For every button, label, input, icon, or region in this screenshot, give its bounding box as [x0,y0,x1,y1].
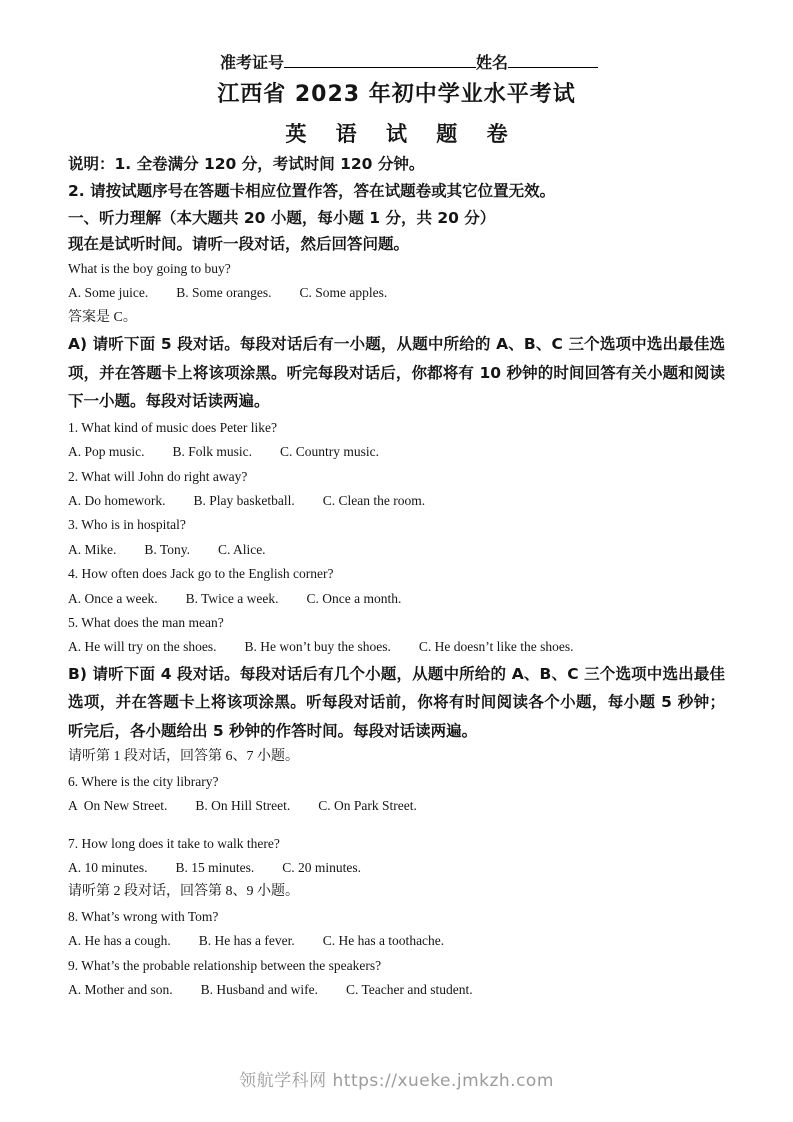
example-option-c: C. Some apples. [299,285,388,301]
question-text-2: 2. What will John do right away? [68,468,248,484]
exam-title: 江西省 2023 年初中学业水平考试 [217,82,576,107]
listening-cue-2: 请听第 2 段对话，回答第 8、9 小题。 [68,884,299,900]
question-options-2 [68,489,725,513]
paper-title: 英 语 试 题 卷 [285,122,519,146]
admission-number-label: 准考证号 [220,53,285,72]
question-7-option-c: C. 20 minutes. [282,859,362,875]
question-options-9 [68,978,725,1002]
example-question-text: What is the boy going to buy? [68,261,231,276]
question-5-option-a: A. He will try on the shoes. [68,639,217,655]
question-text-8: 8. What’s wrong with Tom? [68,908,219,924]
question-9-option-a: A. Mother and son. [68,981,173,997]
question-text-6: 6. Where is the city library? [68,773,219,789]
question-4-option-c: C. Once a month. [306,590,402,606]
question-options-6 [68,794,725,818]
question-4-option-a: A. Once a week. [68,590,158,606]
question-9-option-b: B. Husband and wife. [200,981,318,997]
question-options-4 [68,587,725,611]
question-text-9: 9. What’s the probable relationship between the speakers? [68,957,382,973]
question-options-7 [68,856,725,880]
question-9-option-c: C. Teacher and student. [345,981,473,997]
name-label: 姓名 [476,53,509,72]
example-options-row [68,281,725,305]
question-2-option-b: B. Play basketball. [193,492,295,508]
question-options-1 [68,440,725,464]
question-6-option-b: B. On Hill Street. [195,798,291,814]
question-3-option-b: B. Tony. [144,541,190,557]
question-2-option-c: C. Clean the room. [322,492,426,508]
question-7-option-a: A. 10 minutes. [68,859,148,875]
question-options-5 [68,635,725,659]
question-4-option-b: B. Twice a week. [185,590,279,606]
question-text-5: 5. What does the man mean? [68,614,224,630]
admission-number-blank [284,53,476,68]
question-2-option-a: A. Do homework. [68,492,166,508]
question-8-option-b: B. He has a fever. [198,933,295,949]
question-text-3: 3. Who is in hospital? [68,517,186,533]
trial-listening-note: 现在是试听时间。请听一段对话，然后回答问题。 [68,235,410,253]
name-blank [508,53,598,68]
listening-cue-1: 请听第 1 段对话，回答第 6、7 小题。 [68,749,299,765]
question-text-7: 7. How long does it take to walk there? [68,835,280,851]
question-8-option-a: A. He has a cough. [68,933,171,949]
candidate-info-line [220,50,725,75]
question-text-1: 1. What kind of music does Peter like? [68,419,277,435]
question-1-option-a: A. Pop music. [68,444,145,460]
question-8-option-c: C. He has a toothache. [322,933,445,949]
note-line-1: 说明：1. 全卷满分 120 分，考试时间 120 分钟。 [68,155,425,173]
question-5-option-b: B. He won’t buy the shoes. [244,639,391,655]
question-6-option-c: C. On Park Street. [318,798,417,814]
section-1-heading: 一、听力理解（本大题共 20 小题，每小题 1 分，共 20 分） [68,209,496,227]
question-options-3 [68,538,725,562]
note-line-2: 2. 请按试题序号在答题卡相应位置作答，答在试题卷或其它位置无效。 [68,182,556,200]
question-5-option-c: C. He doesn’t like the shoes. [418,639,574,655]
question-3-option-c: C. Alice. [217,541,266,557]
question-options-8 [68,929,725,953]
question-7-option-b: B. 15 minutes. [175,859,255,875]
question-1-option-c: C. Country music. [280,444,380,460]
question-3-option-a: A. Mike. [68,541,117,557]
part-b-instructions: B) 请听下面 4 段对话。每段对话后有几个小题，从题中所给的 A、B、C 三个选项中选出最佳选项，并在答题卡上将该项涂黑。听每段对话前，你将有时间阅读各个小题，每小题 5 秒钟；听完后，各小题给出 5 秒钟的作答时间。每段对话读两遍。 [68,664,725,740]
example-option-a: A. Some juice. [68,285,149,301]
exam-notes [68,151,725,205]
example-option-b: B. Some oranges. [176,285,272,301]
question-text-4: 4. How often does Jack go to the English corner? [68,566,334,582]
question-1-option-b: B. Folk music. [172,444,253,460]
part-a-instructions: A) 请听下面 5 段对话。每段对话后有一小题，从题中所给的 A、B、C 三个选项中选出最佳选项，并在答题卡上将该项涂黑。听完每段对话后，你都将有 10 秒钟的时间回答有关小题和阅读下一小题。每段对话读两遍。 [68,335,725,411]
site-watermark: 领航学科网 https://xueke.jmkzh.com [239,1071,554,1091]
question-6-option-a: A On New Street. [68,798,168,814]
example-answer-note: 答案是 C。 [68,309,137,325]
